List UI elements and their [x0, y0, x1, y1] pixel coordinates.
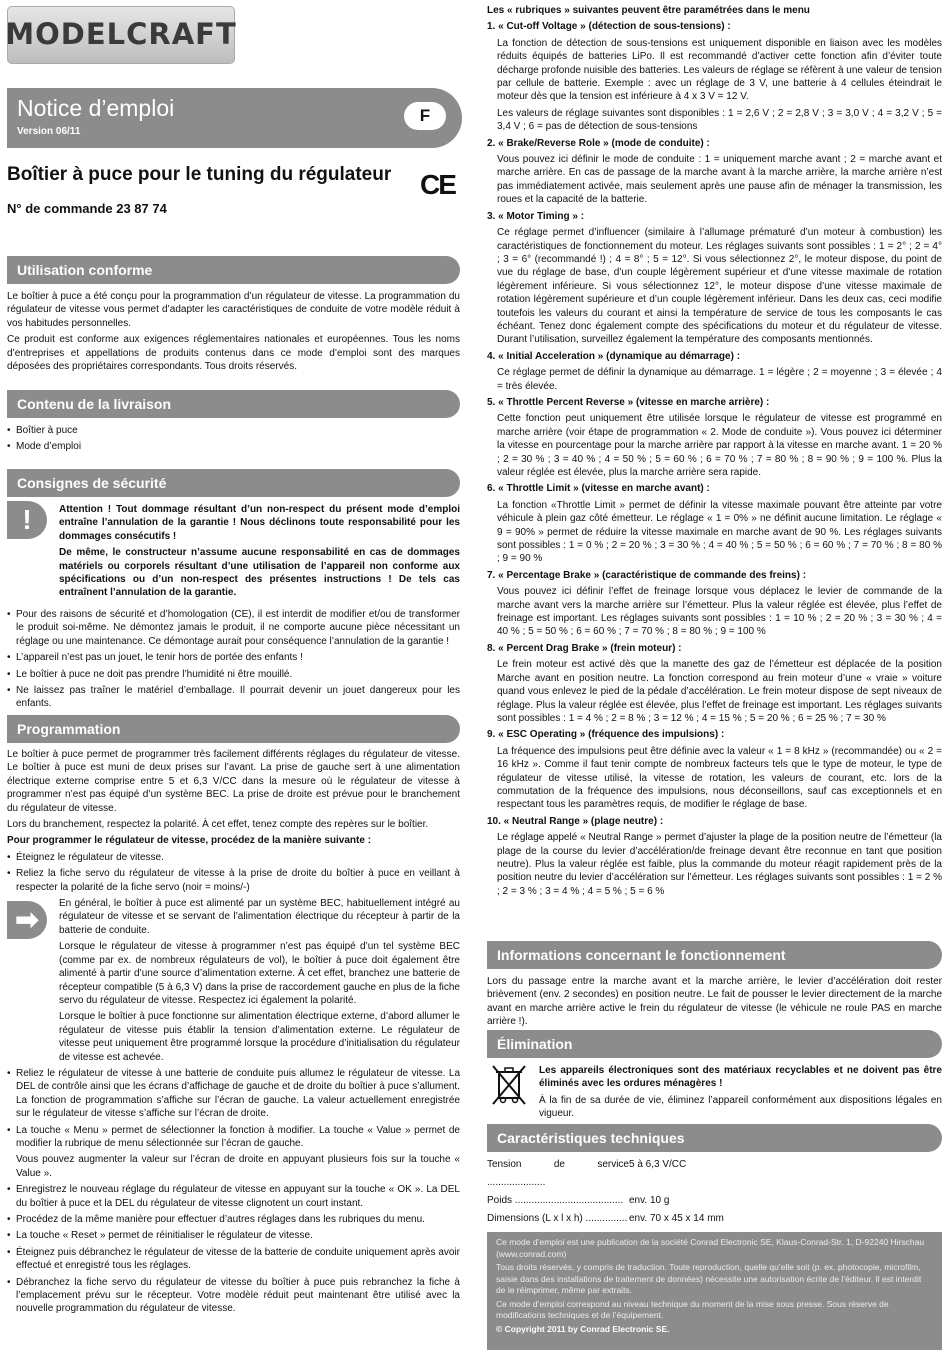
product-title: Boîtier à puce pour le tuning du régulateur	[7, 164, 392, 185]
rubrique-text: Vous pouvez ici définir le mode de conduite : 1 = uniquement marche avant ; 2 = marche avant et marche arrière. En cas de passage de la marche avant à la marche arrière, la marche arrière n’est pas immédiatement activée, mais seulement après une pause afin de ménager la transmission, les roues et la capacité de la batterie.	[497, 154, 942, 206]
step-item: • La touche « Reset » permet de réinitialiser le régulateur de vitesse.	[7, 1229, 460, 1242]
elimination-warning: Les appareils électroniques sont des matériaux recyclables et ne doivent pas être éliminés avec les ordures ménagères !	[539, 1065, 942, 1090]
doc-version: Version 06/11	[17, 126, 81, 137]
spec-value: env. 10 g	[629, 1195, 670, 1206]
rubrique-heading: 2. « Brake/Reverse Role » (mode de conduite) :	[487, 137, 710, 149]
section-caracteristiques-heading: Caractéristiques techniques	[487, 1124, 942, 1152]
spec-value: 5 à 6,3 V/CC	[629, 1159, 687, 1170]
rubrique-item	[487, 396, 942, 479]
section-utilisation-heading: Utilisation conforme	[7, 256, 460, 284]
warning-text: Attention ! Tout dommage résultant d’un non-respect du présent mode d’emploi entraîne l’annulation de la garantie ! Nous déclinons toute responsabilité pour les dommages consécutifs !	[59, 504, 460, 542]
list-item: • Ne laissez pas traîner le matériel d’emballage. Il pourrait devenir un jouet dangereux pour les enfants.	[7, 684, 460, 711]
table-row	[487, 1156, 724, 1192]
publisher-footer	[487, 1232, 942, 1350]
step-item: • Reliez la fiche servo du régulateur de vitesse à la prise de droite du boîtier à puce en veillant à respecter la polarité de la fiche servo (noir = moins/-)	[7, 867, 460, 894]
rubrique-heading: 10. « Neutral Range » (plage neutre) :	[487, 815, 664, 827]
rubrique-item	[487, 642, 942, 725]
section-securite-list	[7, 608, 460, 714]
elimination-paragraph: À la fin de sa durée de vie, éliminez l’appareil conformément aux dispositions légales en vigueur.	[539, 1094, 942, 1120]
copyright: © Copyright 2011 by Conrad Electronic SE.	[496, 1323, 670, 1334]
rubrique-text: Ce réglage permet de définir la dynamique au démarrage. 1 = légère ; 2 = moyenne ; 3 = élevée ; 4 = très élevée.	[497, 367, 942, 392]
footer-paragraph: Tous droits réservés, y compris de traduction. Toute reproduction, quelle qu’elle soit (p. ex. photocopie, microfilm, saisie dans des installations de traitement de données) nécessite une autorisation écrite de l’éditeur. Il est interdit de le réimprimer, même par extraits.	[496, 1262, 922, 1295]
section-contenu-heading: Contenu de la livraison	[7, 390, 460, 418]
list-item: • L’appareil n’est pas un jouet, le tenir hors de portée des enfants !	[7, 651, 460, 664]
rubrique-text: Cette fonction peut uniquement être utilisée lorsque le régulateur de vitesse est programmé en marche arrière (voir étape de programmation « 2. Mode de conduite »). Vous pouvez ici déterminer la vitesse en pourcentage pour la marche arrière par rapport à la vitesse en marche avant. 1 = 20 % ; 2 = 30 % ; 3 = 40 % ; 4 = 50 % ; 5 = 60 % ; 6 = 70 % ; 7 = 80 % ; 8 = 90 % ; 9 = 100 %. Plus la valeur réglée est élevée, plus la marche arrière sera rapide.	[497, 413, 942, 478]
rubrique-heading: 3. « Motor Timing » :	[487, 210, 585, 222]
table-row	[487, 1192, 724, 1210]
section-programmation-heading: Programmation	[7, 715, 460, 743]
step-item: • Reliez le régulateur de vitesse à une batterie de conduite puis allumez le régulateur de vitesse. La DEL de contrôle ainsi que les écrans d’affichage de gauche et de droite du boîtier à puce s’allument. La fonction de programmation s’affiche sur l’écran de gauche. La valeur actuellement enregistrée sur le régulateur de vitesse s’affiche sur l’écran de droite.	[7, 1067, 460, 1121]
brand-name: MODELCRAFT	[5, 17, 237, 52]
doc-title: Notice d’emploi	[17, 95, 175, 121]
step-item: • La touche « Menu » permet de sélectionner la fonction à modifier. La touche « Value » permet de modifier la rubrique de menu sélectionnée sur l’écran de gauche.	[7, 1124, 460, 1151]
programmation-paragraph: Lors du branchement, respectez la polarité. À cet effet, tenez compte des repères sur le boîtier.	[7, 819, 429, 831]
specs-table	[487, 1156, 724, 1228]
step-item: • Enregistrez le nouveau réglage du régulateur de vitesse en appuyant sur la touche « OK ». La DEL du boîtier à puce et la DEL du régulateur de vitesse clignotent un court instant.	[7, 1183, 460, 1210]
section-programmation	[7, 748, 460, 1319]
brand-logo	[7, 6, 235, 64]
section-contenu	[7, 424, 460, 457]
rubrique-item	[487, 137, 942, 207]
step-item: • Éteignez puis débranchez le régulateur de vitesse de la batterie de conduite uniquement après avoir effectué et enregistré tous les réglages.	[7, 1246, 460, 1273]
rubrique-item	[487, 569, 942, 639]
rubrique-item	[487, 815, 942, 898]
step-item: • Éteignez le régulateur de vitesse.	[7, 851, 460, 864]
warning-icon: !	[7, 501, 47, 539]
rubrique-text: Les valeurs de réglage suivantes sont disponibles : 1 = 2,6 V ; 2 = 2,8 V ; 3 = 3,0 V ; 4 = 3,2 V ; 5 = 3,4 V ; 6 = pas de détection de sous-tensions	[497, 107, 942, 133]
note-text: Lorsque le régulateur de vitesse à programmer n’est pas équipé d’un tel système BEC (comme par ex. de nombreux régulateurs de vol), le boîtier à puce doit également être alimenté à partir d’une source d’alimentation externe. À cet effet, branchez une batterie de récepteur compatible (5 à 6,3 V) dans la prise de raccordement gauche en plus de la fiche servo du régulateur de vitesse. Respectez ici également la polarité.	[59, 941, 460, 1006]
utilisation-paragraph: Le boîtier à puce a été conçu pour la programmation d’un régulateur de vitesse. La programmation du régulateur de vitesse vous permet d’adapter les caractéristiques de conduite de votre modèle réduit à vos habitudes personnelles.	[7, 291, 460, 329]
section-securite-heading: Consignes de sécurité	[7, 469, 460, 497]
order-number: N° de commande 23 87 74	[7, 201, 167, 216]
step-item: • Débranchez la fiche servo du régulateur de vitesse du boîtier à puce puis rebranchez la fiche à l’emplacement prévu sur le récepteur. Votre modèle réduit peut maintenant être utilisé avec la nouvelle programmation du régulateur de vitesse.	[7, 1276, 460, 1316]
rubrique-item	[487, 210, 942, 347]
programmation-lead: Pour programmer le régulateur de vitesse, procédez de la manière suivante :	[7, 835, 372, 847]
footer-paragraph: Ce mode d’emploi correspond au niveau technique du moment de la mise sous presse. Sous réserve de modifications techniques et de l’équipement.	[496, 1298, 889, 1320]
spec-key: Tension de service .....................	[487, 1159, 629, 1188]
programmation-paragraph: Le boîtier à puce permet de programmer très facilement différents réglages du régulateur de vitesse. Le boîtier à puce est muni de deux prises sur l’avant. La prise de gauche sert à une alimentation électrique externe comprise entre 5 et 6,3 V/CC dans la mesure où le régulateur de vitesse à programmer n’est pas équipé d’un système BEC. La prise de droite est prévue pour le branchement du régulateur de vitesse.	[7, 749, 460, 814]
spec-key: Dimensions (L x l x h) ...............	[487, 1213, 628, 1224]
arrow-right-icon: ➡	[7, 901, 47, 939]
section-securite-warnings	[59, 503, 460, 603]
section-elimination-heading: Élimination	[487, 1030, 942, 1058]
rubriques-intro: Les « rubriques » suivantes peuvent être paramétrées dans le menu	[487, 5, 810, 16]
rubrique-item	[487, 20, 942, 133]
rubrique-heading: 4. « Initial Acceleration » (dynamique au démarrage) :	[487, 350, 741, 362]
rubrique-heading: 5. « Throttle Percent Reverse » (vitesse en marche arrière) :	[487, 396, 770, 408]
rubrique-heading: 1. « Cut-off Voltage » (détection de sous-tensions) :	[487, 21, 731, 33]
list-item: • Le boîtier à puce ne doit pas prendre l’humidité ni être mouillé.	[7, 668, 460, 681]
section-utilisation	[7, 290, 460, 376]
rubrique-heading: 7. « Percentage Brake » (caractéristique de commande des freins) :	[487, 569, 807, 581]
rubrique-text: Le réglage appelé « Neutral Range » permet d’ajuster la plage de la position neutre de l’émetteur (la plage de la course du levier d’accélération/de freinage devant être reconnue en tant que position neutre). Plus la valeur réglée est faible, plus la commande du moteur réagit rapidement près de la position neutre du levier d’accélération sur l’émetteur. Les réglages suivants sont possibles : 1 = 2 % ; 2 = 3 % ; 3 = 4 % ; 4 = 5 % ; 5 = 6 %	[497, 832, 942, 897]
list-item: • Boîtier à puce	[7, 424, 460, 437]
section-rubriques	[487, 4, 942, 901]
rubrique-text: Le frein moteur est activé dès que la manette des gaz de l’émetteur est déplacée de la position Marche avant en position neutre. La fonction correspond au frein moteur d’une « vraie » voiture quand vous enlevez le pied de la pédale d’accélération. Le frein moteur dispose de sept niveaux de réglage. Plus la valeur réglée est élevée, plus l’effet de freinage est important. Les réglages suivants sont possibles : 1 = 4 % ; 2 = 8 % ; 3 = 12 % ; 4 = 15 % ; 5 = 20 % ; 6 = 25 % ; 7 = 30 %	[497, 659, 942, 724]
infos-paragraph: Lors du passage entre la marche avant et la marche arrière, le levier d’accélération doit rester brièvement (env. 2 secondes) en position neutre. Le fait de pousser le levier directement de la marche avant en marche arrière active le frein du régulateur de vitesse (le véhicule ne roule PAS en marche arrière !).	[487, 976, 942, 1028]
section-caracteristiques	[487, 1156, 942, 1228]
table-row	[487, 1210, 724, 1228]
spec-key: Poids .......................................	[487, 1195, 624, 1206]
rubrique-item	[487, 482, 942, 565]
section-elimination	[539, 1064, 942, 1124]
list-item: • Mode d’emploi	[7, 440, 460, 453]
language-badge: F	[404, 102, 446, 130]
spec-value: env. 70 x 45 x 14 mm	[629, 1213, 724, 1224]
list-item: • Pour des raisons de sécurité et d’homologation (CE), il est interdit de modifier et/ou de transformer le produit soi-même. Ne démontez jamais le produit, il ne comporte aucune pièce nécessitant un réglage ou une maintenance. Ce démontage aurait pour conséquence l’annulation de la garantie !	[7, 608, 460, 648]
ce-mark: CE	[420, 169, 455, 200]
rubrique-text: Ce réglage permet d’influencer (similaire à l’allumage prématuré d’un moteur à combustion) les caractéristiques de fonctionnement du moteur. Les réglages suivants sont possibles : 1 = 2° ; 2 = 4° ; 3 = 6° (recommandé !) ; 4 = 8° ; 5 = 12°. Si vous sélectionnez 2°, le moteur dispose, du point de vue du réglage de base, d’un couple légèrement supérieur et d’une vitesse maximale de rotation légèrement inférieure. Si vous sélectionnez 12°, le moteur dispose d’une vitesse maximale de rotation légèrement supérieure et d’un couple légèrement inférieur. Dans les deux cas, ceci modifie toutefois les valeurs du courant et ainsi la température de service de tous les composants le cas échéant. Tenez donc également compte des spécifications du moteur et du régulateur de vitesse. Durant l’utilisation, surveillez également la température des composants mentionnés.	[497, 227, 942, 346]
step-item-continuation: Vous pouvez augmenter la valeur sur l’écran de droite en appuyant plusieurs fois sur la touche « Value ».	[16, 1154, 460, 1179]
section-infos-heading: Informations concernant le fonctionnement	[487, 941, 942, 969]
warning-text: De même, le constructeur n’assume aucune responsabilité en cas de dommages matériels ou corporels résultant d’une utilisation de l’appareil non conforme aux spécifications ou d’un non-respect des présentes instructions ! De tels cas entraînent l’annulation de la garantie.	[59, 547, 460, 599]
rubrique-heading: 6. « Throttle Limit » (vitesse en marche avant) :	[487, 483, 710, 495]
rubrique-heading: 9. « ESC Operating » (fréquence des impulsions) :	[487, 729, 725, 741]
rubrique-heading: 8. « Percent Drag Brake » (frein moteur) :	[487, 642, 682, 654]
rubrique-text: Vous pouvez ici définir l’effet de freinage lorsque vous déplacez le levier de commande de la marche avant vers la marche arrière sur l’émetteur. Plus la valeur réglée est élevée, plus l’effet de freinage est important. Les réglages suivants sont possibles : 1 = 10 % ; 2 = 20 % ; 3 = 30 % ; 4 = 40 % ; 5 = 50 % ; 6 = 60 % ; 7 = 70 % ; 8 = 80 % ; 9 = 100 %	[497, 586, 942, 638]
utilisation-paragraph: Ce produit est conforme aux exigences réglementaires nationales et européennes. Tous les noms d’entreprises et appellations de produits contenus dans ce mode d’emploi sont des marques déposées des propriétaires correspondants. Tous droits réservés.	[7, 334, 460, 373]
crossed-bin-icon	[490, 1064, 528, 1106]
note-text: Lorsque le boîtier à puce fonctionne sur alimentation électrique externe, d’abord allumer le régulateur de vitesse puis établir la tension d’alimentation externe. Le régulateur de vitesse peut uniquement être programmé lorsque la procédure d’initialisation du régulateur de vitesse est achevée.	[59, 1011, 460, 1063]
rubrique-text: La fonction «Throttle Limit » permet de définir la vitesse maximale pouvant être atteinte par votre véhicule à plein gaz côté émetteur. Le réglage « 1 = 0% » ne définit aucune limitation. Le réglage « 9 = 90% » permet de réduire la vitesse maximale en marche avant de 90 %. Les réglages suivants sont possibles : 1 = 0 % ; 2 = 20 % ; 3 = 30 % ; 4 = 40 % ; 5 = 50 % ; 6 = 60 % ; 7 = 70 % ; 8 = 80 % ; 9 = 90 %	[497, 499, 942, 565]
step-item: • Procédez de la même manière pour effectuer d’autres réglages dans les rubriques du menu.	[7, 1213, 460, 1226]
title-banner	[7, 88, 462, 148]
note-text: En général, le boîtier à puce est alimenté par un système BEC, habituellement intégré au régulateur de vitesse et se servant de l’alimentation électrique du récepteur à partir de la batterie de conduite.	[59, 898, 460, 936]
rubrique-item	[487, 728, 942, 811]
section-infos	[487, 975, 942, 1032]
rubrique-item	[487, 350, 942, 393]
footer-paragraph: Ce mode d’emploi est une publication de la société Conrad Electronic SE, Klaus-Conrad-Str. 1, D-92240 Hirschau (www.conrad.com)	[496, 1237, 925, 1259]
rubrique-text: La fonction de détection de sous-tensions est uniquement disponible en liaison avec les modèles réduits équipés de batteries LiPo. Il est recommandé d’activer cette fonction afin d’éviter toute décharge profonde nuisible des batteries. Les valeurs de réglage se réfèrent à une valeur de tension par cellule de batterie. Exemple : avec un réglage de 3 V, une batterie à 4 cellules éteindrait le moteur dès que la tension est inférieure à 4 x 3 V = 12 V.	[497, 37, 942, 103]
rubrique-text: La fréquence des impulsions peut être définie avec la valeur « 1 = 8 kHz » (recommandée) ou « 2 = 16 kHz ». Comme il faut tenir compte de nombreux facteurs tels que le type de moteur, le type de régulateur de vitesse utilisé, la vitesse de rotation, les valeurs de courant, etc. lors de la commutation de la fréquence des impulsions, nous déconseillons, sauf cas exceptionnels et en respectant tous les paramètres requis, de modifier le réglage de base.	[497, 745, 942, 811]
